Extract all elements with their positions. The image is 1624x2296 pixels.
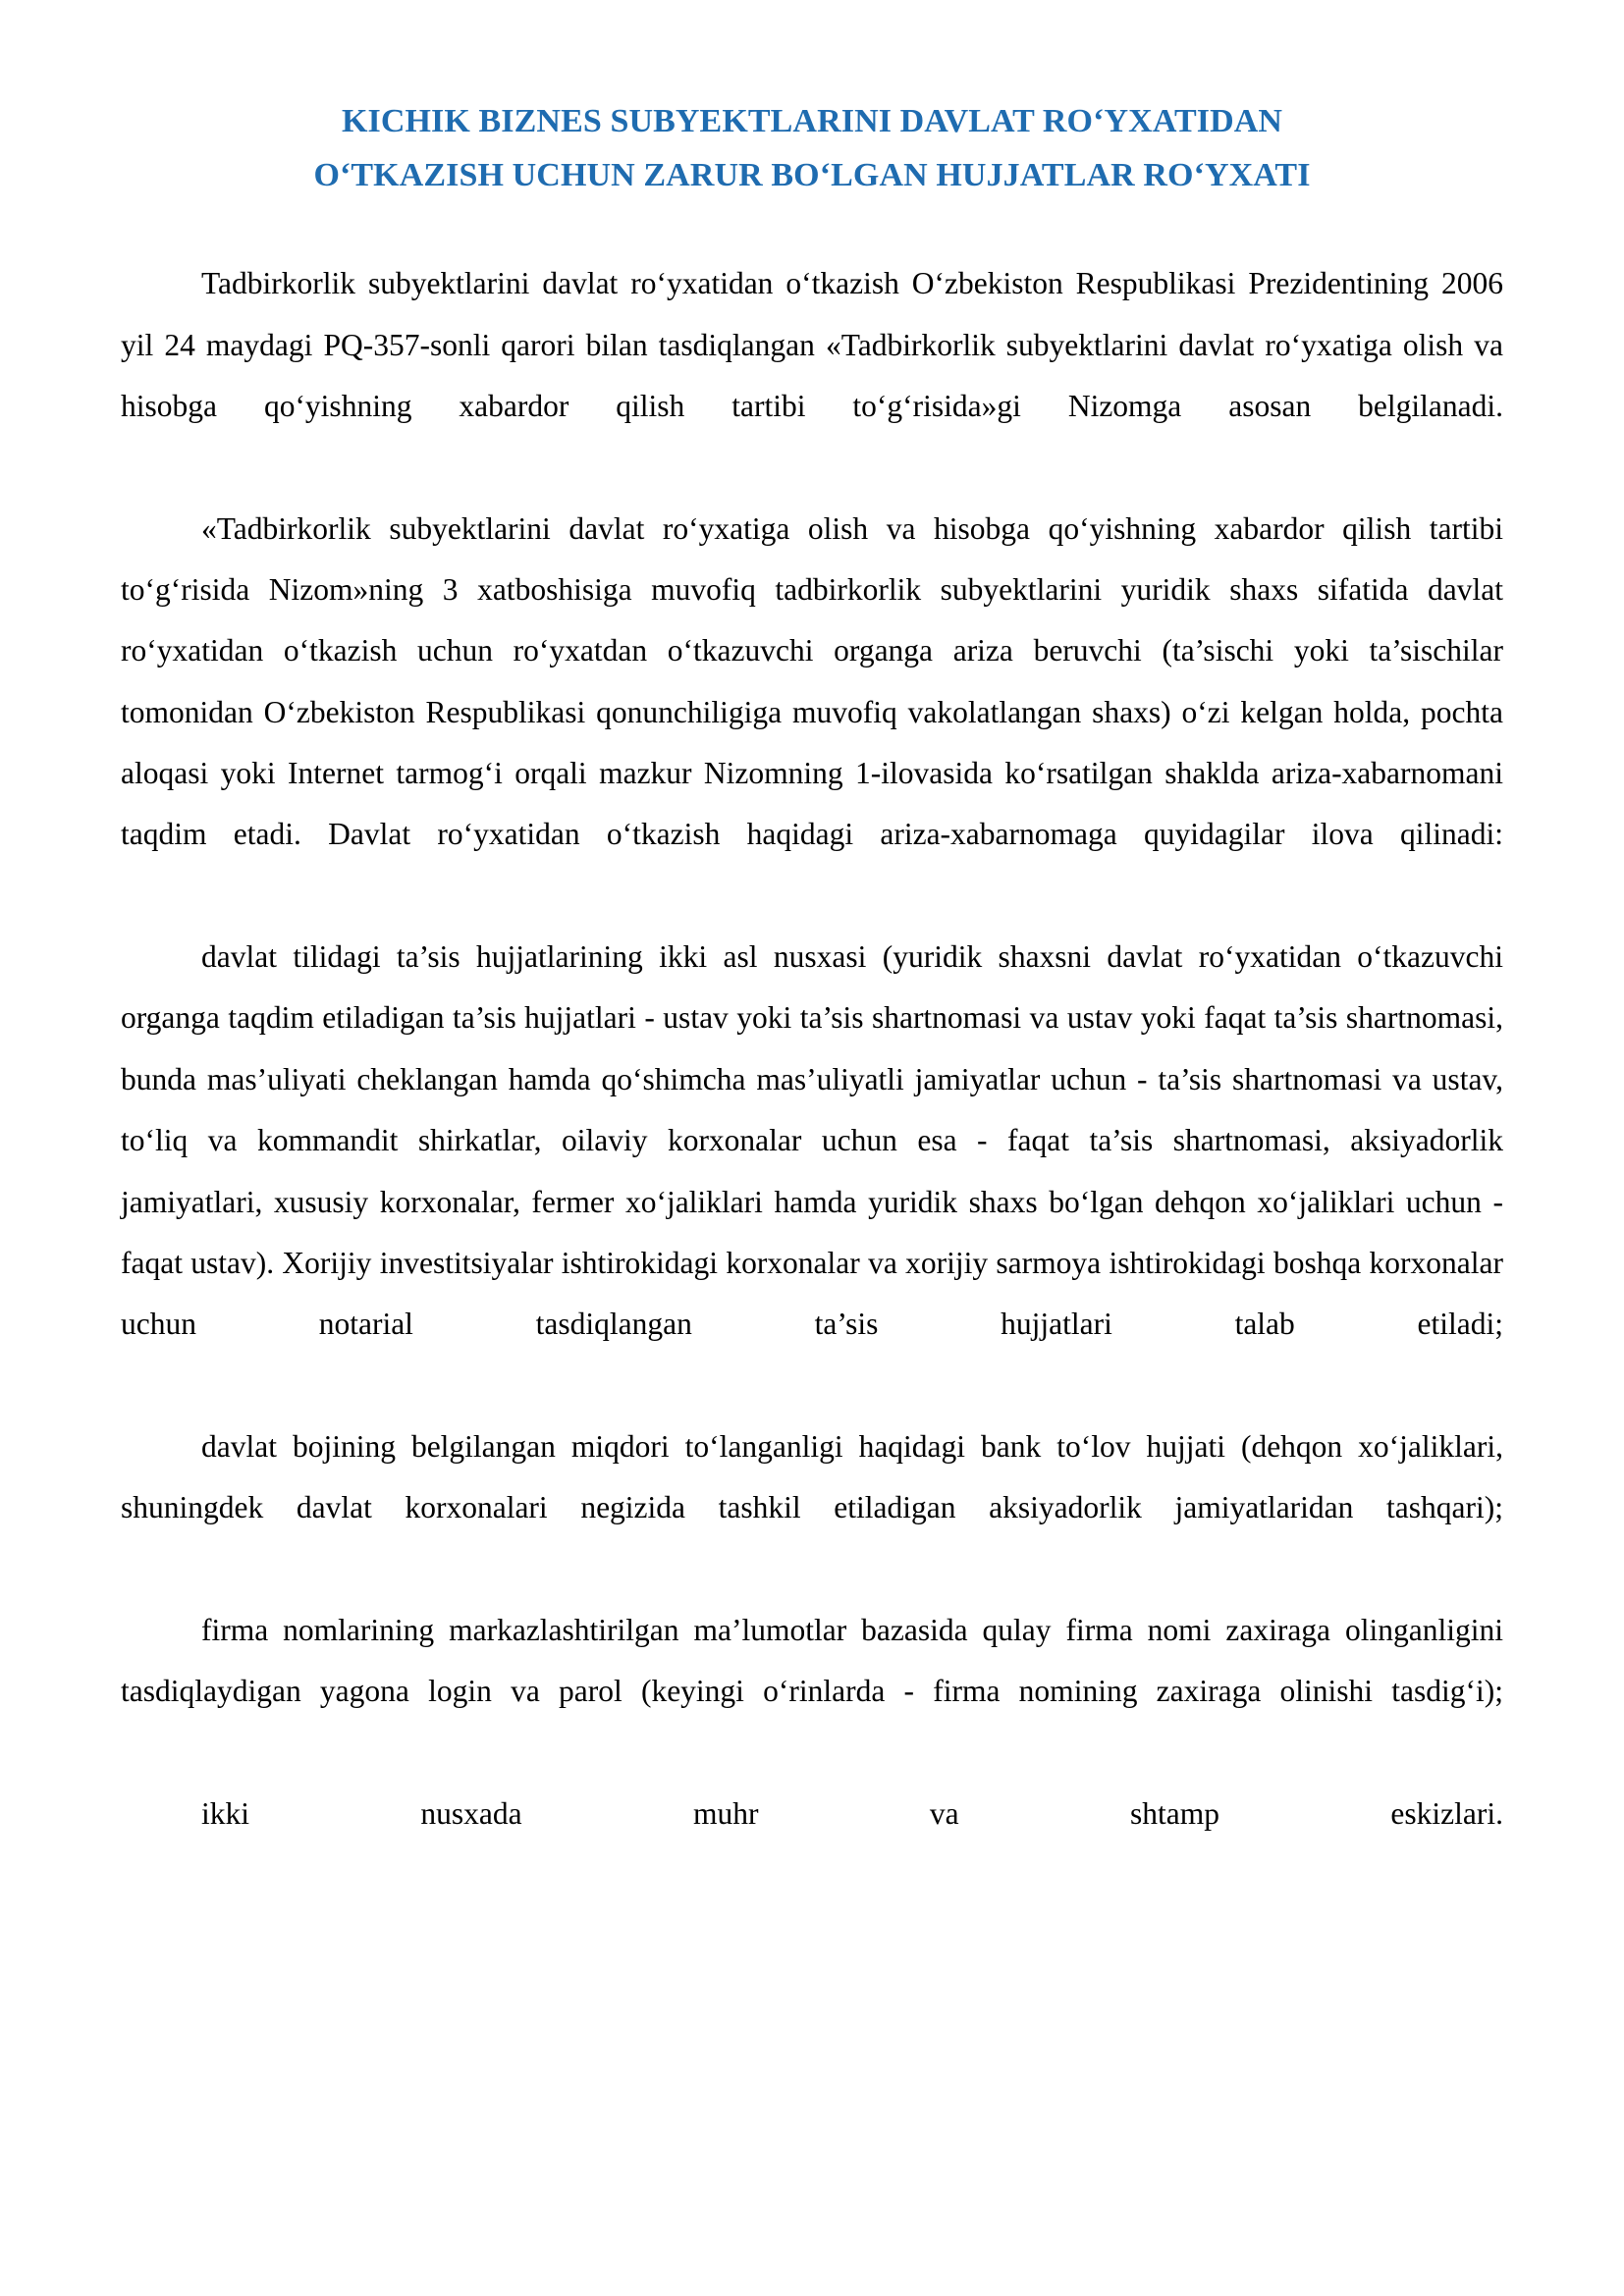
- paragraph-2: «Tadbirkorlik subyektlarini davlat ro‘yxatiga olish va hisobga qo‘yishning xabardor qilish tartibi to‘g‘risida Nizom»ning 3 xatboshisiga muvofiq tadbirkorlik subyektlarini yuridik shaxs sifatida davlat ro‘yxatidan o‘tkazish uchun ro‘yxatdan o‘tkazuvchi organga ariza beruvchi (ta’sischi yoki ta’sischilar tomonidan O‘zbekiston Respublikasi qonunchiligiga muvofiq vakolatlangan shaxs) o‘zi kelgan holda, pochta aloqasi yoki Internet tarmog‘i orqali mazkur Nizomning 1-ilovasida ko‘rsatilgan shaklda ariza-xabarnomani taqdim etadi. Davlat ro‘yxatidan o‘tkazish haqidagi ariza-xabarnomaga quyidagilar ilova qilinadi:: [121, 510, 1503, 852]
- paragraph-5: firma nomlarining markazlashtirilgan ma’lumotlar bazasida qulay firma nomi zaxiraga olinganligini tasdiqlaydigan yagona login va parol (keyingi o‘rinlarda - firma nomining zaxiraga olinishi tasdig‘i);: [121, 1613, 1503, 1709]
- paragraph-6: ikki nusxada muhr va shtamp eskizlari.: [201, 1796, 1503, 1832]
- document-body: [121, 253, 1503, 1906]
- paragraph-1: Tadbirkorlik subyektlarini davlat ro‘yxatidan o‘tkazish O‘zbekiston Respublikasi Prezidentining 2006 yil 24 maydagi PQ-357-sonli qarori bilan tasdiqlangan «Tadbirkorlik subyektlarini davlat ro‘yxatiga olish va hisobga qo‘yishning xabardor qilish tartibi to‘g‘risida»gi Nizomga asosan belgilanadi.: [121, 266, 1503, 423]
- page-title: [121, 94, 1503, 202]
- paragraph-4: davlat bojining belgilangan miqdori to‘langanligi haqidagi bank to‘lov hujjati (dehqon xo‘jaliklari, shuningdek davlat korxonalari negizida tashkil etiladigan aksiyadorlik jamiyatlaridan tashqari);: [121, 1428, 1503, 1525]
- page-title-line-2: O‘TKAZISH UCHUN ZARUR BO‘LGAN HUJJATLAR RO‘YXATI: [313, 157, 1311, 194]
- paragraph-3: davlat tilidagi ta’sis hujjatlarining ikki asl nusxasi (yuridik shaxsni davlat ro‘yxatidan o‘tkazuvchi organga taqdim etiladigan ta’sis hujjatlari - ustav yoki ta’sis shartnomasi va ustav yoki faqat ta’sis shartnomasi, bunda mas’uliyati cheklangan hamda qo‘shimcha mas’uliyatli jamiyatlar uchun - ta’sis shartnomasi va ustav, to‘liq va kommandit shirkatlar, oilaviy korxonalar uchun esa - faqat ta’sis shartnomasi, aksiyadorlik jamiyatlari, xususiy korxonalar, fermer xo‘jaliklari hamda yuridik shaxs bo‘lgan dehqon xo‘jaliklari uchun - faqat ustav). Xorijiy investitsiyalar ishtirokidagi korxonalar va xorijiy sarmoya ishtirokidagi boshqa korxonalar uchun notarial tasdiqlangan ta’sis hujjatlari talab etiladi;: [121, 939, 1503, 1342]
- page-title-line-1: KICHIK BIZNES SUBYEKTLARINI DAVLAT RO‘YXATIDAN: [341, 103, 1283, 139]
